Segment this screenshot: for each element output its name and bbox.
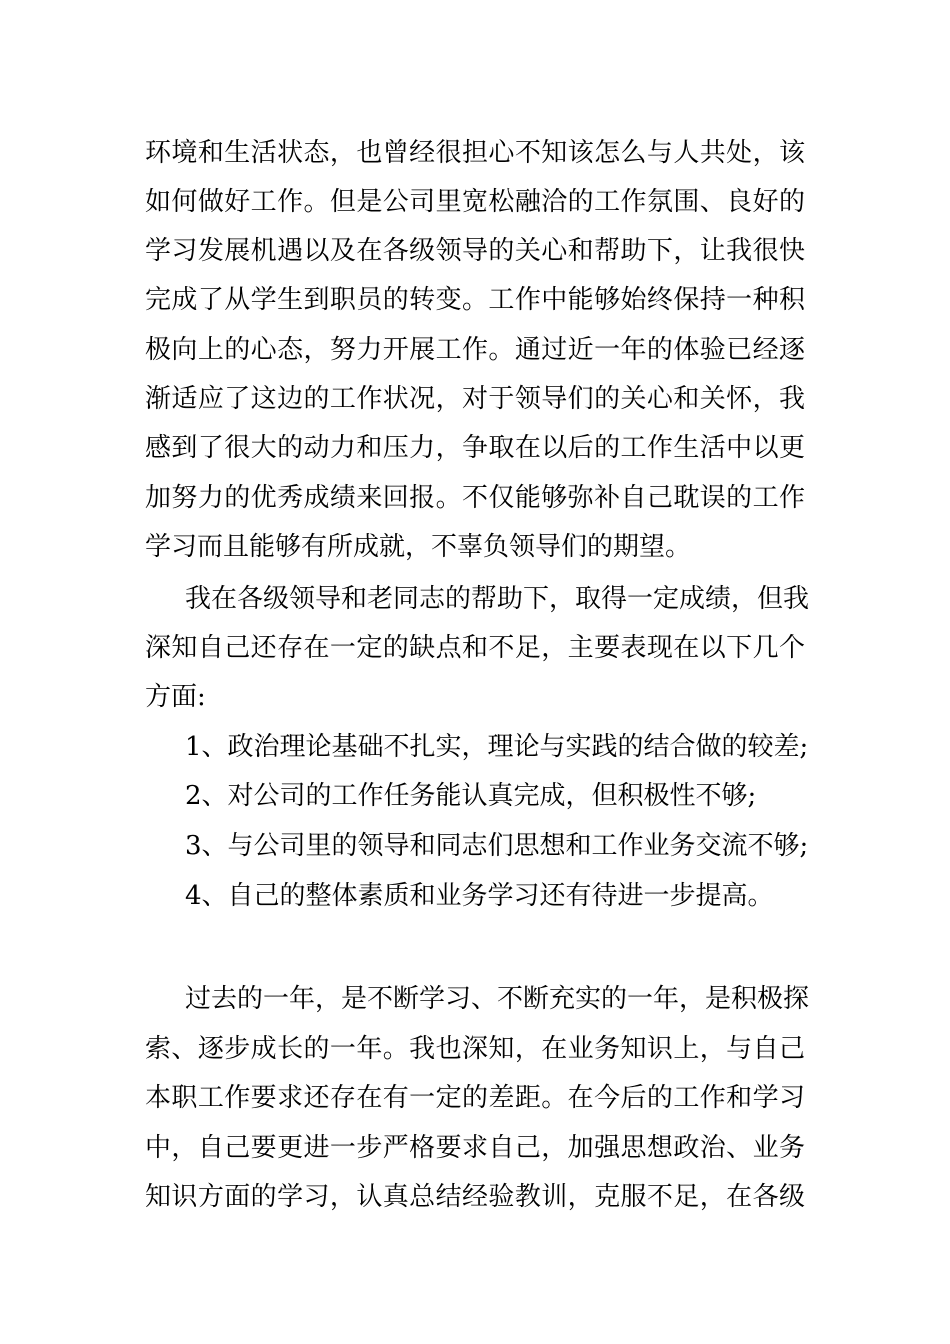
body-text-line: 完成了从学生到职员的转变。工作中能够始终保持一种积	[145, 285, 805, 315]
list-item: 1、政治理论基础不扎实，理论与实践的结合做的较差;	[185, 732, 809, 762]
body-text-line: 本职工作要求还存在有一定的差距。在今后的工作和学习	[145, 1083, 805, 1113]
body-text-line: 如何做好工作。但是公司里宽松融洽的工作氛围、良好的	[145, 187, 805, 217]
paragraph-first-line: 我在各级领导和老同志的帮助下，取得一定成绩，但我	[185, 584, 810, 614]
body-text-line: 感到了很大的动力和压力，争取在以后的工作生活中以更	[145, 433, 805, 463]
body-text-line: 方面:	[145, 682, 206, 712]
body-text-line: 学习发展机遇以及在各级领导的关心和帮助下，让我很快	[145, 236, 805, 266]
list-item: 2、对公司的工作任务能认真完成，但积极性不够;	[185, 781, 757, 811]
body-text-line: 知识方面的学习，认真总结经验教训，克服不足，在各级	[145, 1182, 805, 1212]
body-text-line: 索、逐步成长的一年。我也深知，在业务知识上，与自己	[145, 1034, 805, 1064]
list-item: 3、与公司里的领导和同志们思想和工作业务交流不够;	[185, 831, 809, 861]
body-text-line: 渐适应了这边的工作状况，对于领导们的关心和关怀，我	[145, 384, 805, 414]
list-item: 4、自己的整体素质和业务学习还有待进一步提高。	[185, 881, 774, 911]
body-text-line: 加努力的优秀成绩来回报。不仅能够弥补自己耽误的工作	[145, 483, 805, 513]
paragraph-first-line: 过去的一年，是不断学习、不断充实的一年，是积极探	[185, 984, 810, 1014]
body-text-line: 中，自己要更进一步严格要求自己，加强思想政治、业务	[145, 1133, 805, 1163]
body-text-line: 深知自己还存在一定的缺点和不足，主要表现在以下几个	[145, 633, 805, 663]
body-text-line: 学习而且能够有所成就，不辜负领导们的期望。	[145, 532, 692, 562]
body-text-line: 环境和生活状态，也曾经很担心不知该怎么与人共处，该	[145, 138, 805, 168]
body-text-line: 极向上的心态，努力开展工作。通过近一年的体验已经逐	[145, 335, 805, 365]
